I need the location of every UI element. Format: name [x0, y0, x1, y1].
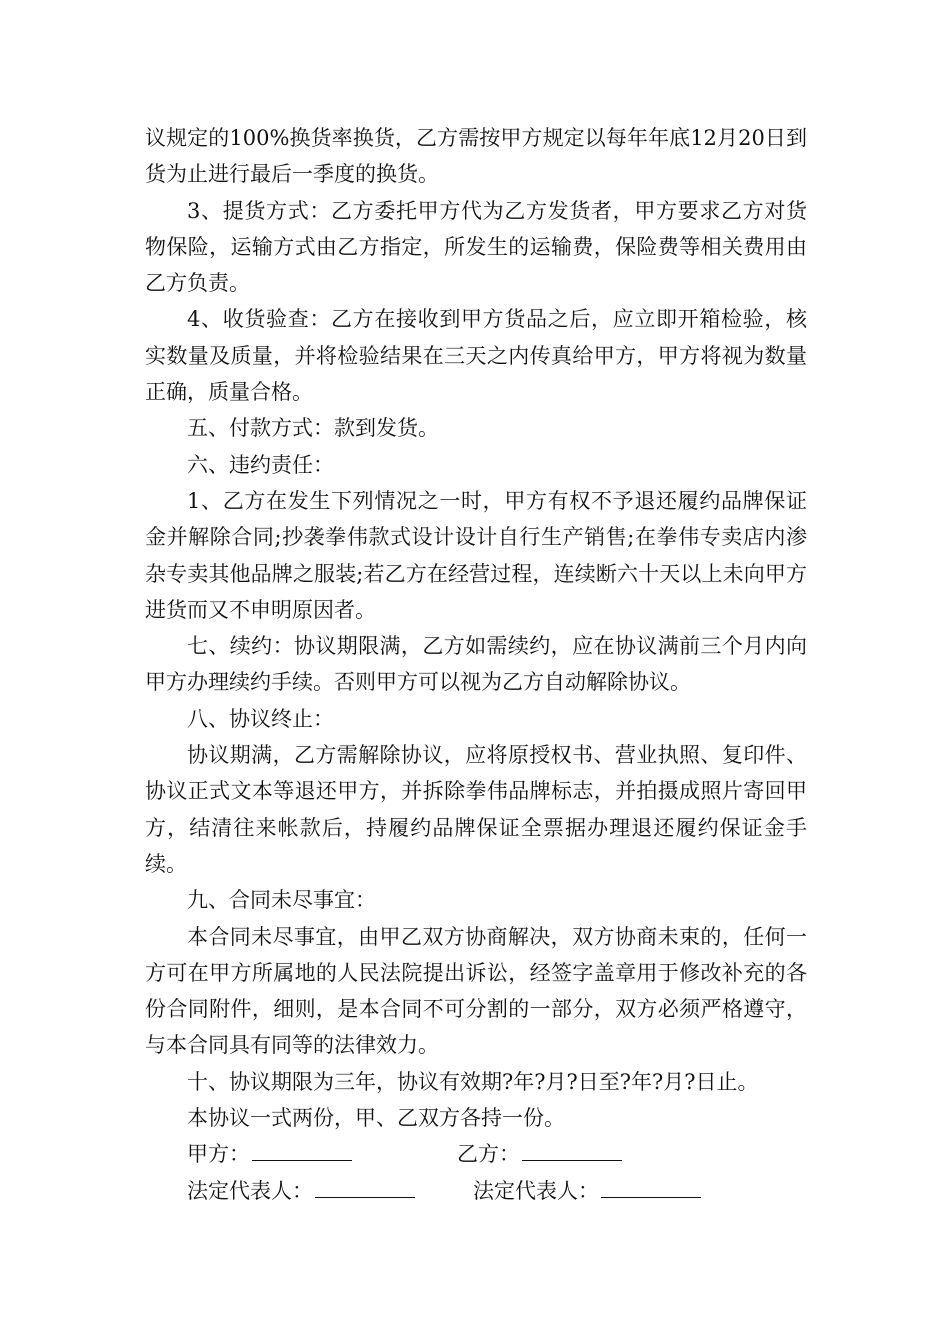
paragraph-agreement-term: 十、协议期限为三年，协议有效期?年?月?日至?年?月?日止。 — [187, 1069, 759, 1094]
heading-termination: 八、协议终止： — [187, 706, 334, 731]
paragraph-termination: 协议期满，乙方需解除协议，应将原授权书、营业执照、复印件、协议正式文本等退还甲方，并拆除拳伟品牌标志，并拍摄成照片寄回甲方，结清往来帐款后，持履约品牌保证全票据办理退还履约保证金手续。 — [145, 743, 807, 876]
heading-breach-liability: 六、违约责任： — [187, 452, 334, 477]
party-b-label: 乙方： — [457, 1142, 520, 1167]
heading-payment-method: 五、付款方式：款到发货。 — [187, 416, 439, 441]
paragraph-delivery-method: 3、提货方式：乙方委托甲方代为乙方发货者，甲方要求乙方对货物保险，运输方式由乙方指定，所发生的运输费，保险费等相关费用由乙方负责。 — [145, 198, 807, 296]
rep-a-label: 法定代表人： — [187, 1178, 313, 1203]
party-a-signature-line — [252, 1136, 352, 1161]
paragraph-copies: 本协议一式两份，甲、乙双方各持一份。 — [187, 1106, 565, 1131]
paragraph-renewal: 七、续约：协议期限满，乙方如需续约，应在协议满前三个月内向甲方办理续约手续。否则甲方可以视为乙方自动解除协议。 — [145, 634, 807, 695]
paragraph-receipt-inspection: 4、收货验查：乙方在接收到甲方货品之后，应立即开箱检验，核实数量及质量，并将检验结果在三天之内传真给甲方，甲方将视为数量正确，质量合格。 — [145, 307, 807, 405]
party-b-signature-line — [522, 1136, 622, 1161]
party-b-signature — [457, 1136, 622, 1172]
heading-outstanding-matters: 九、合同未尽事宜： — [187, 888, 376, 913]
rep-a-signature — [187, 1173, 415, 1209]
document-body — [145, 120, 807, 1209]
party-a-label: 甲方： — [187, 1142, 250, 1167]
paragraph-outstanding-matters: 本合同未尽事宜，由甲乙双方协商解决，双方协商未束的，任何一方可在甲方所属地的人民法院提出诉讼，经签字盖章用于修改补充的各份合同附件，细则，是本合同不可分割的一部分，双方必须严格遵守，与本合同具有同等的法律效力。 — [145, 924, 807, 1058]
rep-b-signature — [473, 1173, 701, 1209]
signature-row-representatives — [145, 1173, 807, 1209]
rep-b-signature-line — [601, 1173, 701, 1198]
rep-b-label: 法定代表人： — [473, 1178, 599, 1203]
paragraph-continuation: 议规定的100%换货率换货，乙方需按甲方规定以每年年底12月20日到货为止进行最后一季度的换货。 — [145, 126, 807, 187]
party-a-signature — [187, 1136, 352, 1172]
paragraph-breach-conditions: 1、乙方在发生下列情况之一时，甲方有权不予退还履约品牌保证金并解除合同;抄袭拳伟款式设计设计自行生产销售;在拳伟专卖店内渗杂专卖其他品牌之服装;若乙方在经营过程，连续断六十天以上未向甲方进货而又不申明原因者。 — [145, 488, 807, 622]
rep-a-signature-line — [315, 1173, 415, 1198]
signature-row-parties — [145, 1136, 807, 1172]
